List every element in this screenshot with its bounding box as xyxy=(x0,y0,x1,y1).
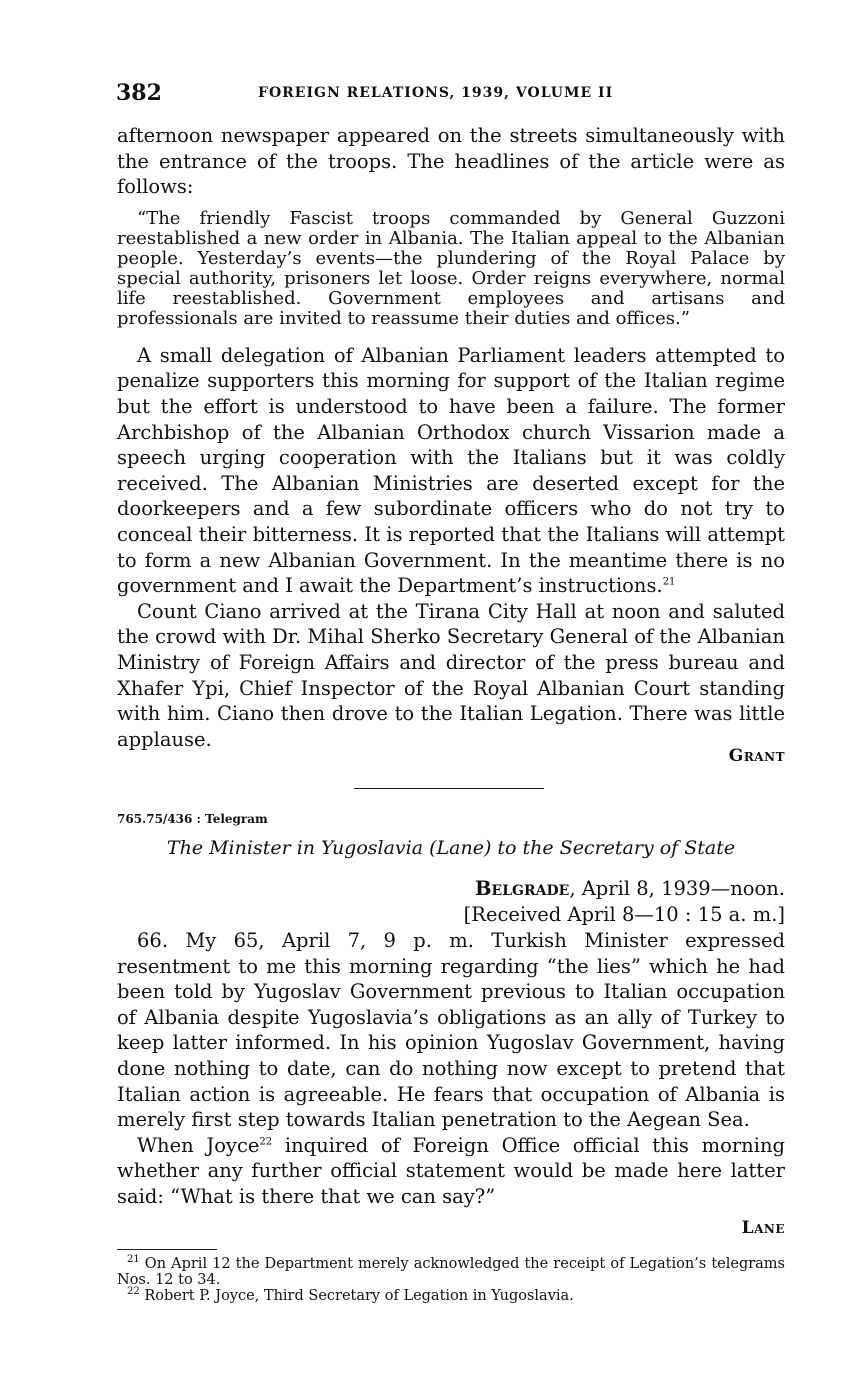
paragraph-joyce-start: When Joyce xyxy=(137,1133,260,1157)
footnote-22-text: Robert P. Joyce, Third Secretary of Legation in Yugoslavia. xyxy=(139,1288,574,1305)
file-number: 765.75/436 : Telegram xyxy=(117,811,268,826)
paragraph-delegation-text: A small delegation of Albanian Parliament leaders attempted to penalize supporters this morning for support of the Italian regime but the effort is understood to have been a failure. The former Archbishop of the Albanian Orthodox church Vissarion made a speech urging cooperation with the Italians but it was coldly received. The Albanian Ministries are deserted except for the doorkeepers and a few subordinate officers who do not try to conceal their bitterness. It is reported that the Italians will attempt to form a new Albanian Government. In the meantime there is no government and I await the Department’s instructions. xyxy=(117,343,785,598)
newspaper-headlines-quote: “The friendly Fascist troops commanded by General Guzzoni reestablished a new order in Albania. The Italian appeal to the Albanian people. Yesterday’s events—the plundering of the Royal Palace by special authority, prisoners let loose. Order reigns everywhere, normal life reestablished. Government employees and artisans and professionals are invited to reassume their duties and offices.” xyxy=(117,207,785,329)
footnote-21-text: On April 12 the Department merely acknowledged the receipt of Legation’s telegrams Nos. 12 to 34. xyxy=(117,1256,785,1289)
paragraph-ciano: Count Ciano arrived at the Tirana City Hall at noon and saluted the crowd with Dr. Mihal Sherko Secretary General of the Albanian Ministry of Foreign Affairs and director of the press bureau and Xhafer Ypi, Chief Inspector of the Royal Albanian Court standing with him. Ciano then drove to the Italian Legation. There was little applause. xyxy=(117,599,785,751)
footnote-21-mark: 21 xyxy=(127,1254,140,1266)
section-divider xyxy=(354,788,544,789)
paragraph-delegation xyxy=(117,343,785,599)
dateline xyxy=(117,876,785,902)
document-title: The Minister in Yugoslavia (Lane) to the Secretary of State xyxy=(166,837,736,860)
paragraph-joyce xyxy=(117,1133,785,1210)
signature-lane: Lane xyxy=(741,1217,785,1238)
dateline-date: , April 8, 1939—noon. xyxy=(569,877,785,901)
footnote-divider xyxy=(117,1249,217,1250)
footnote-ref-21: 21 xyxy=(662,576,676,588)
received-line: [Received April 8—10 : 15 a. m.] xyxy=(463,903,785,927)
dateline-place: Belgrade xyxy=(475,877,570,901)
footnote-22 xyxy=(117,1288,785,1304)
page-body xyxy=(117,123,785,1304)
paragraph-turkish-minister: 66. My 65, April 7, 9 p. m. Turkish Minister expressed resentment to me this morning regarding “the lies” which he had been told by Yugoslav Government previous to Italian occupation of Albania despite Yugoslavia’s obligations as an ally of Turkey to keep latter informed. In his opinion Yugoslav Government, having done nothing to date, can do nothing now except to pretend that Italian action is agreeable. He fears that occupation of Albania is merely first step towards Italian penetration to the Aegean Sea. xyxy=(117,929,785,1132)
page-number: 382 xyxy=(116,80,162,106)
paragraph-continued: afternoon newspaper appeared on the streets simultaneously with the entrance of the troops. The headlines of the article were as follows: xyxy=(117,124,785,199)
footnote-21 xyxy=(117,1256,785,1288)
page-header xyxy=(116,80,786,104)
footnote-ref-22: 22 xyxy=(259,1136,273,1148)
running-head: FOREIGN RELATIONS, 1939, VOLUME II xyxy=(258,85,614,101)
footnotes xyxy=(117,1256,785,1304)
signature-grant: Grant xyxy=(728,746,785,767)
paragraph-joyce-rest: inquired of Foreign Office official this morning whether any further official statement would be made here latter said: “What is there that we can say?” xyxy=(117,1133,786,1208)
footnote-22-mark: 22 xyxy=(127,1286,140,1298)
